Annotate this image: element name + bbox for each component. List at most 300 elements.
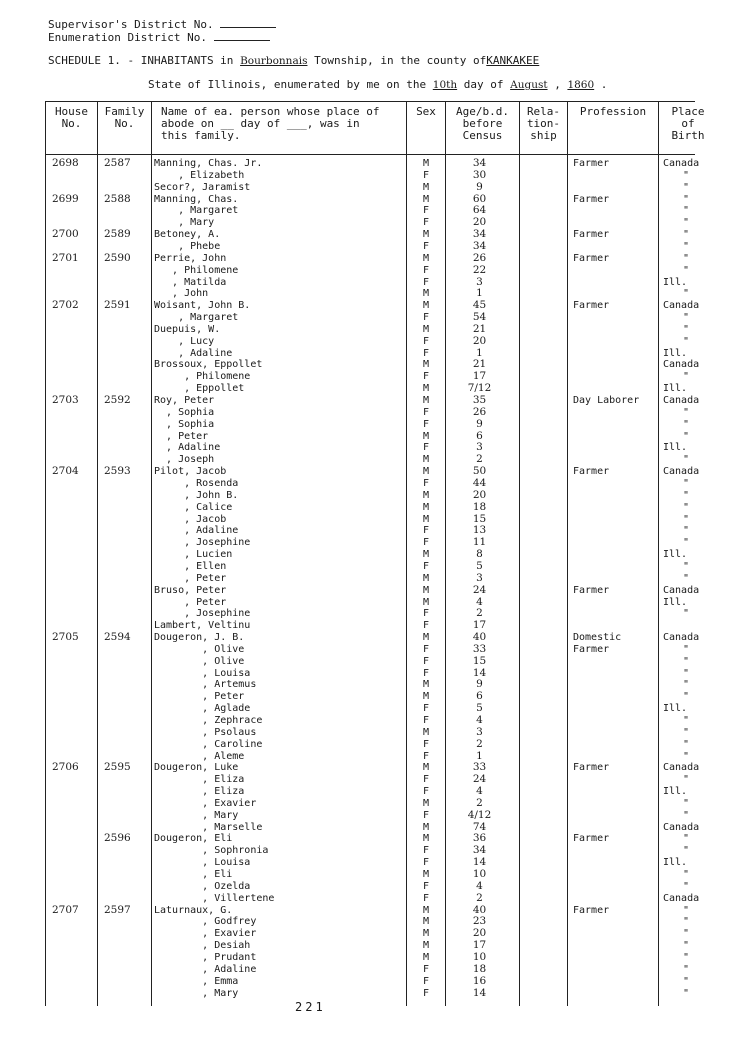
cell-name: Lambert, Veltinu	[154, 620, 251, 632]
cell-name: , Aglade	[154, 703, 251, 715]
cell-birth: Canada	[663, 632, 700, 643]
header-text: Census	[462, 129, 503, 142]
cell-birth: "	[683, 371, 690, 383]
cell-age: 18	[472, 962, 487, 975]
column-rule	[519, 101, 520, 1006]
cell-sex: M	[422, 951, 430, 963]
cell-name: , Sophia	[154, 406, 215, 418]
column-header-profession	[568, 106, 658, 118]
cell-family: 2591	[104, 299, 131, 312]
cell-sex: M	[422, 904, 430, 916]
cell-birth: "	[683, 797, 690, 809]
cell-birth: "	[683, 477, 690, 489]
cell-age: 7/12	[467, 382, 492, 395]
cell-birth: Canada	[663, 821, 700, 833]
cell-name: , Adaline	[154, 347, 233, 359]
cell-name: , Ellen	[154, 560, 227, 572]
cell-age: 9	[476, 180, 483, 193]
cell-name: , Ozelda	[154, 880, 251, 892]
cell-age: 10	[472, 868, 487, 880]
cell-house: 2705	[52, 631, 79, 643]
cell-sex: F	[422, 703, 430, 715]
header-text: Birth	[671, 129, 705, 142]
cell-age: 3	[476, 725, 483, 738]
cell-birth: Canada	[663, 359, 700, 371]
cell-birth: Ill.	[663, 857, 688, 869]
cell-sex: F	[422, 406, 430, 418]
cell-house: 2699	[52, 192, 79, 205]
cell-name: , Matilda	[154, 276, 227, 288]
cell-sex: M	[422, 869, 430, 880]
cell-name: , Louisa	[154, 667, 251, 679]
cell-sex: M	[422, 383, 430, 395]
cell-house: 2701	[52, 251, 79, 264]
cell-age: 14	[472, 666, 487, 679]
cell-birth: "	[683, 738, 690, 750]
cell-name: Betoney, A.	[154, 229, 221, 241]
cell-age: 17	[472, 370, 487, 383]
column-header-house	[46, 106, 97, 130]
enumeration-district-blank	[214, 30, 270, 41]
cell-name: , Zephrace	[154, 714, 263, 726]
cell-sex: F	[422, 809, 430, 821]
cell-house: 2707	[52, 903, 79, 916]
cell-age: 4	[476, 713, 483, 726]
cell-family: 2593	[104, 465, 131, 478]
cell-birth: "	[683, 916, 690, 928]
cell-sex: F	[422, 608, 430, 620]
cell-name: , Philomene	[154, 264, 239, 276]
cell-age: 2	[476, 607, 483, 620]
cell-sex: F	[422, 987, 430, 999]
header-text: Place	[671, 105, 705, 118]
cell-prof: Farmer	[573, 300, 610, 312]
cell-name: , Elizabeth	[154, 169, 245, 181]
cell-sex: M	[422, 916, 430, 928]
cell-age: 35	[472, 394, 487, 406]
cell-sex: F	[422, 643, 430, 655]
cell-age: 6	[476, 429, 483, 442]
cell-prof: Farmer	[573, 584, 610, 596]
header-text: No.	[61, 117, 82, 130]
cell-name: Roy, Peter	[154, 395, 215, 406]
cell-birth: "	[683, 501, 690, 513]
cell-name: , Josephine	[154, 608, 251, 620]
cell-age: 3	[476, 275, 483, 288]
cell-prof: Farmer	[573, 833, 610, 845]
cell-family: 2592	[104, 394, 131, 406]
cell-prof: Farmer	[573, 904, 610, 916]
cell-age: 1	[476, 287, 483, 300]
cell-age: 4	[476, 595, 483, 608]
cell-sex: M	[422, 549, 430, 560]
cell-sex: F	[422, 240, 430, 252]
cell-sex: F	[422, 276, 430, 288]
cell-family: 2597	[104, 903, 131, 916]
cell-sex: M	[422, 821, 430, 833]
cell-birth: Ill.	[663, 703, 688, 715]
cell-age: 20	[472, 216, 487, 229]
cell-name: , Marselle	[154, 821, 263, 833]
cell-sex: M	[422, 454, 430, 466]
cell-age: 34	[472, 157, 487, 169]
cell-sex: M	[422, 572, 430, 584]
cell-sex: M	[422, 501, 430, 513]
cell-birth: Ill.	[663, 596, 688, 608]
cell-house: 2703	[52, 394, 79, 406]
column-rule	[567, 101, 568, 1006]
schedule-line	[48, 55, 539, 67]
column-header-sex	[407, 106, 445, 118]
cell-name: , Eliza	[154, 774, 245, 786]
cell-sex: M	[422, 632, 430, 643]
cell-birth: Ill.	[663, 276, 688, 288]
cell-age: 3	[476, 441, 483, 454]
schedule-mid: Township, in the county of	[314, 54, 487, 67]
cell-name: , Godfrey	[154, 916, 257, 928]
cell-sex: M	[422, 466, 430, 478]
cell-name: , Philomene	[154, 371, 251, 383]
cell-age: 20	[472, 927, 487, 940]
cell-name: Manning, Chas. Jr.	[154, 158, 263, 169]
cell-sex: F	[422, 975, 430, 987]
cell-age: 9	[476, 417, 483, 430]
cell-sex: F	[422, 264, 430, 276]
state-line	[148, 79, 607, 91]
cell-birth: "	[683, 655, 690, 667]
cell-name: Dougeron, J. B.	[154, 632, 245, 643]
supervisor-district-line	[48, 17, 276, 31]
cell-age: 36	[472, 832, 487, 845]
cell-age: 2	[476, 453, 483, 466]
cell-birth: Canada	[663, 466, 700, 478]
header-text: Name of ea. person whose place of	[161, 105, 380, 118]
cell-age: 10	[472, 950, 487, 963]
cell-birth: "	[683, 928, 690, 940]
day-of-label: day of	[463, 78, 504, 91]
cell-birth: "	[683, 643, 690, 655]
cell-sex: F	[422, 786, 430, 797]
cell-age: 24	[472, 583, 487, 596]
cell-name: , Artemus	[154, 679, 257, 691]
cell-sex: F	[422, 418, 430, 430]
header-text: before	[462, 117, 503, 130]
cell-family: 2589	[104, 228, 131, 241]
cell-sex: F	[422, 347, 430, 359]
cell-name: Duepuis, W.	[154, 323, 221, 335]
cell-birth: "	[683, 205, 690, 217]
cell-name: , Peter	[154, 572, 227, 584]
cell-birth: "	[683, 987, 690, 999]
schedule-prefix: SCHEDULE 1. - INHABITANTS in	[48, 54, 234, 67]
cell-sex: F	[422, 217, 430, 229]
cell-sex: F	[422, 312, 430, 323]
cell-name: , Sophia	[154, 418, 215, 430]
cell-name: , Adaline	[154, 525, 239, 537]
cell-sex: F	[422, 655, 430, 667]
cell-birth: "	[683, 181, 690, 193]
column-rule	[151, 101, 152, 1006]
cell-age: 26	[472, 251, 487, 264]
cell-birth: "	[683, 489, 690, 501]
cell-house: 2702	[52, 299, 79, 312]
cell-name: , Exavier	[154, 928, 257, 940]
enumeration-month: August	[510, 79, 548, 91]
header-text: Profession	[579, 105, 647, 118]
cell-birth: "	[683, 525, 690, 537]
cell-house: 2706	[52, 761, 79, 774]
cell-age: 4/12	[467, 808, 492, 821]
cell-name: Manning, Chas.	[154, 193, 239, 205]
cell-name: , Caroline	[154, 738, 263, 750]
cell-sex: F	[422, 714, 430, 726]
header-text: Family	[104, 105, 145, 118]
supervisor-district-blank	[220, 17, 276, 28]
cell-birth: "	[683, 774, 690, 786]
cell-birth: "	[683, 430, 690, 442]
cell-prof: Farmer	[573, 229, 610, 241]
cell-birth: "	[683, 869, 690, 880]
cell-name: , John	[154, 288, 209, 300]
cell-age: 54	[472, 311, 487, 323]
cell-birth: "	[683, 335, 690, 347]
cell-age: 23	[472, 915, 487, 928]
cell-sex: M	[422, 679, 430, 691]
cell-sex: M	[422, 940, 430, 952]
cell-age: 17	[472, 619, 487, 632]
cell-name: , Margaret	[154, 312, 239, 323]
cell-prof-continued: Farmer	[573, 643, 610, 655]
cell-age: 20	[472, 334, 487, 347]
cell-age: 2	[476, 796, 483, 809]
column-rule	[45, 101, 46, 1006]
cell-sex: F	[422, 442, 430, 454]
cell-sex: M	[422, 359, 430, 371]
cell-sex: F	[422, 667, 430, 679]
cell-name: , Aleme	[154, 750, 245, 762]
cell-birth: Ill.	[663, 442, 688, 454]
cell-age: 40	[472, 631, 487, 643]
cell-age: 20	[472, 488, 487, 501]
cell-sex: M	[422, 584, 430, 596]
cell-sex: F	[422, 477, 430, 489]
cell-birth: "	[683, 240, 690, 252]
cell-birth: "	[683, 833, 690, 845]
cell-sex: F	[422, 371, 430, 383]
cell-sex: F	[422, 560, 430, 572]
cell-age: 15	[472, 512, 487, 525]
cell-birth: "	[683, 904, 690, 916]
cell-sex: M	[422, 797, 430, 809]
cell-birth: Canada	[663, 158, 700, 169]
cell-name: , Peter	[154, 691, 245, 703]
cell-birth: "	[683, 537, 690, 549]
cell-age: 9	[476, 678, 483, 691]
cell-sex: M	[422, 252, 430, 264]
cell-name: Brossoux, Eppollet	[154, 359, 263, 371]
header-text: this family.	[161, 129, 241, 142]
header-text: tion-	[526, 117, 561, 130]
cell-age: 60	[472, 192, 487, 205]
cell-prof: Day Laborer	[573, 395, 640, 406]
cell-sex: F	[422, 880, 430, 892]
cell-age: 22	[472, 263, 487, 276]
cell-birth: "	[683, 229, 690, 241]
cell-sex: M	[422, 833, 430, 845]
cell-age: 21	[472, 358, 487, 371]
cell-name: Dougeron, Luke	[154, 762, 239, 774]
cell-age: 17	[472, 939, 487, 952]
cell-age: 4	[476, 785, 483, 797]
cell-sex: M	[422, 726, 430, 738]
cell-age: 13	[472, 524, 487, 537]
cell-birth: "	[683, 193, 690, 205]
cell-prof: Farmer	[573, 158, 610, 169]
cell-sex: F	[422, 169, 430, 181]
cell-house: 2698	[52, 157, 79, 169]
cell-sex: M	[422, 430, 430, 442]
cell-birth: "	[683, 809, 690, 821]
cell-birth: Canada	[663, 892, 700, 904]
cell-birth: "	[683, 406, 690, 418]
cell-age: 34	[472, 239, 487, 252]
cell-name: , Eli	[154, 869, 233, 880]
cell-sex: M	[422, 395, 430, 406]
cell-age: 74	[472, 820, 487, 833]
cell-age: 3	[476, 571, 483, 584]
cell-birth: "	[683, 169, 690, 181]
header-text: Rela-	[526, 105, 561, 118]
township-name: Bourbonnais	[240, 55, 308, 67]
column-header-family	[98, 106, 151, 130]
cell-age: 2	[476, 737, 483, 750]
cell-prof: Farmer	[573, 466, 610, 478]
cell-name: , Exavier	[154, 797, 257, 809]
cell-age: 14	[472, 986, 487, 999]
cell-name: , Sophronia	[154, 845, 269, 857]
header-text: abode on __ day of ___, was in	[161, 117, 360, 130]
cell-name: , Villertene	[154, 892, 275, 904]
cell-name: , Desiah	[154, 940, 251, 952]
cell-age: 16	[472, 974, 487, 987]
cell-name: , Eppollet	[154, 383, 245, 395]
cell-age: 45	[472, 299, 487, 312]
cell-birth: "	[683, 418, 690, 430]
cell-name: Pilot, Jacob	[154, 466, 227, 478]
cell-sex: F	[422, 537, 430, 549]
cell-age: 33	[472, 761, 487, 774]
cell-name: , Lucien	[154, 549, 233, 560]
page-number: 221	[295, 1000, 326, 1014]
cell-age: 1	[476, 749, 483, 762]
cell-name: , Adaline	[154, 442, 221, 454]
cell-birth: "	[683, 951, 690, 963]
cell-age: 14	[472, 856, 487, 869]
header-text: No.	[114, 117, 135, 130]
cell-name: , Mary	[154, 987, 239, 999]
cell-birth: Canada	[663, 762, 700, 774]
cell-birth: "	[683, 691, 690, 703]
cell-birth: "	[683, 217, 690, 229]
header-text: ship	[530, 129, 557, 142]
cell-sex: F	[422, 845, 430, 857]
cell-name: Secor?, Jaramist	[154, 181, 251, 193]
cell-birth: "	[683, 513, 690, 525]
cell-name: , Olive	[154, 655, 245, 667]
cell-sex: M	[422, 193, 430, 205]
cell-name: , Prudant	[154, 951, 257, 963]
cell-name: , Louisa	[154, 857, 251, 869]
cell-birth: "	[683, 726, 690, 738]
cell-age: 30	[472, 168, 487, 181]
cell-birth: "	[683, 608, 690, 620]
header-text: Age/b.d.	[456, 105, 509, 118]
cell-sex: F	[422, 750, 430, 762]
cell-name: , Eliza	[154, 786, 245, 797]
cell-sex: M	[422, 300, 430, 312]
cell-birth: Canada	[663, 300, 700, 312]
cell-name: , Peter	[154, 596, 227, 608]
header-text: Sex	[416, 105, 436, 118]
cell-sex: F	[422, 892, 430, 904]
cell-birth: "	[683, 963, 690, 975]
cell-birth: "	[683, 560, 690, 572]
cell-age: 15	[472, 654, 487, 667]
cell-name: , Adaline	[154, 963, 257, 975]
cell-birth: "	[683, 845, 690, 857]
cell-birth: "	[683, 679, 690, 691]
cell-age: 21	[472, 322, 487, 335]
cell-sex: M	[422, 762, 430, 774]
cell-birth: "	[683, 264, 690, 276]
cell-birth: "	[683, 323, 690, 335]
cell-name: Laturnaux, G.	[154, 904, 233, 916]
cell-name: , John B.	[154, 489, 239, 501]
cell-sex: F	[422, 620, 430, 632]
cell-name: , Joseph	[154, 454, 215, 466]
cell-sex: M	[422, 181, 430, 193]
cell-prof: Farmer	[573, 193, 610, 205]
cell-birth: Ill.	[663, 383, 688, 395]
cell-birth: "	[683, 454, 690, 466]
cell-birth: "	[683, 750, 690, 762]
cell-age: 5	[476, 702, 483, 715]
cell-age: 24	[472, 773, 487, 786]
cell-sex: M	[422, 288, 430, 300]
cell-birth: "	[683, 714, 690, 726]
cell-name: , Olive	[154, 643, 245, 655]
cell-house: 2704	[52, 465, 79, 478]
supervisor-district-label: Supervisor's District No.	[48, 18, 214, 31]
cell-age: 4	[476, 879, 483, 892]
enumeration-district-label: Enumeration District No.	[48, 31, 207, 44]
cell-age: 34	[472, 228, 487, 241]
cell-name: , Peter	[154, 430, 209, 442]
column-header-relationship	[520, 106, 567, 142]
cell-birth: Canada	[663, 395, 700, 406]
cell-age: 40	[472, 903, 487, 916]
cell-birth: Ill.	[663, 786, 688, 797]
cell-age: 26	[472, 405, 487, 418]
cell-name: , Josephine	[154, 537, 251, 549]
cell-birth: "	[683, 975, 690, 987]
cell-age: 33	[472, 642, 487, 655]
cell-birth: "	[683, 940, 690, 952]
cell-sex: M	[422, 158, 430, 169]
cell-sex: M	[422, 596, 430, 608]
cell-birth: Canada	[663, 584, 700, 596]
cell-name: Bruso, Peter	[154, 584, 227, 596]
